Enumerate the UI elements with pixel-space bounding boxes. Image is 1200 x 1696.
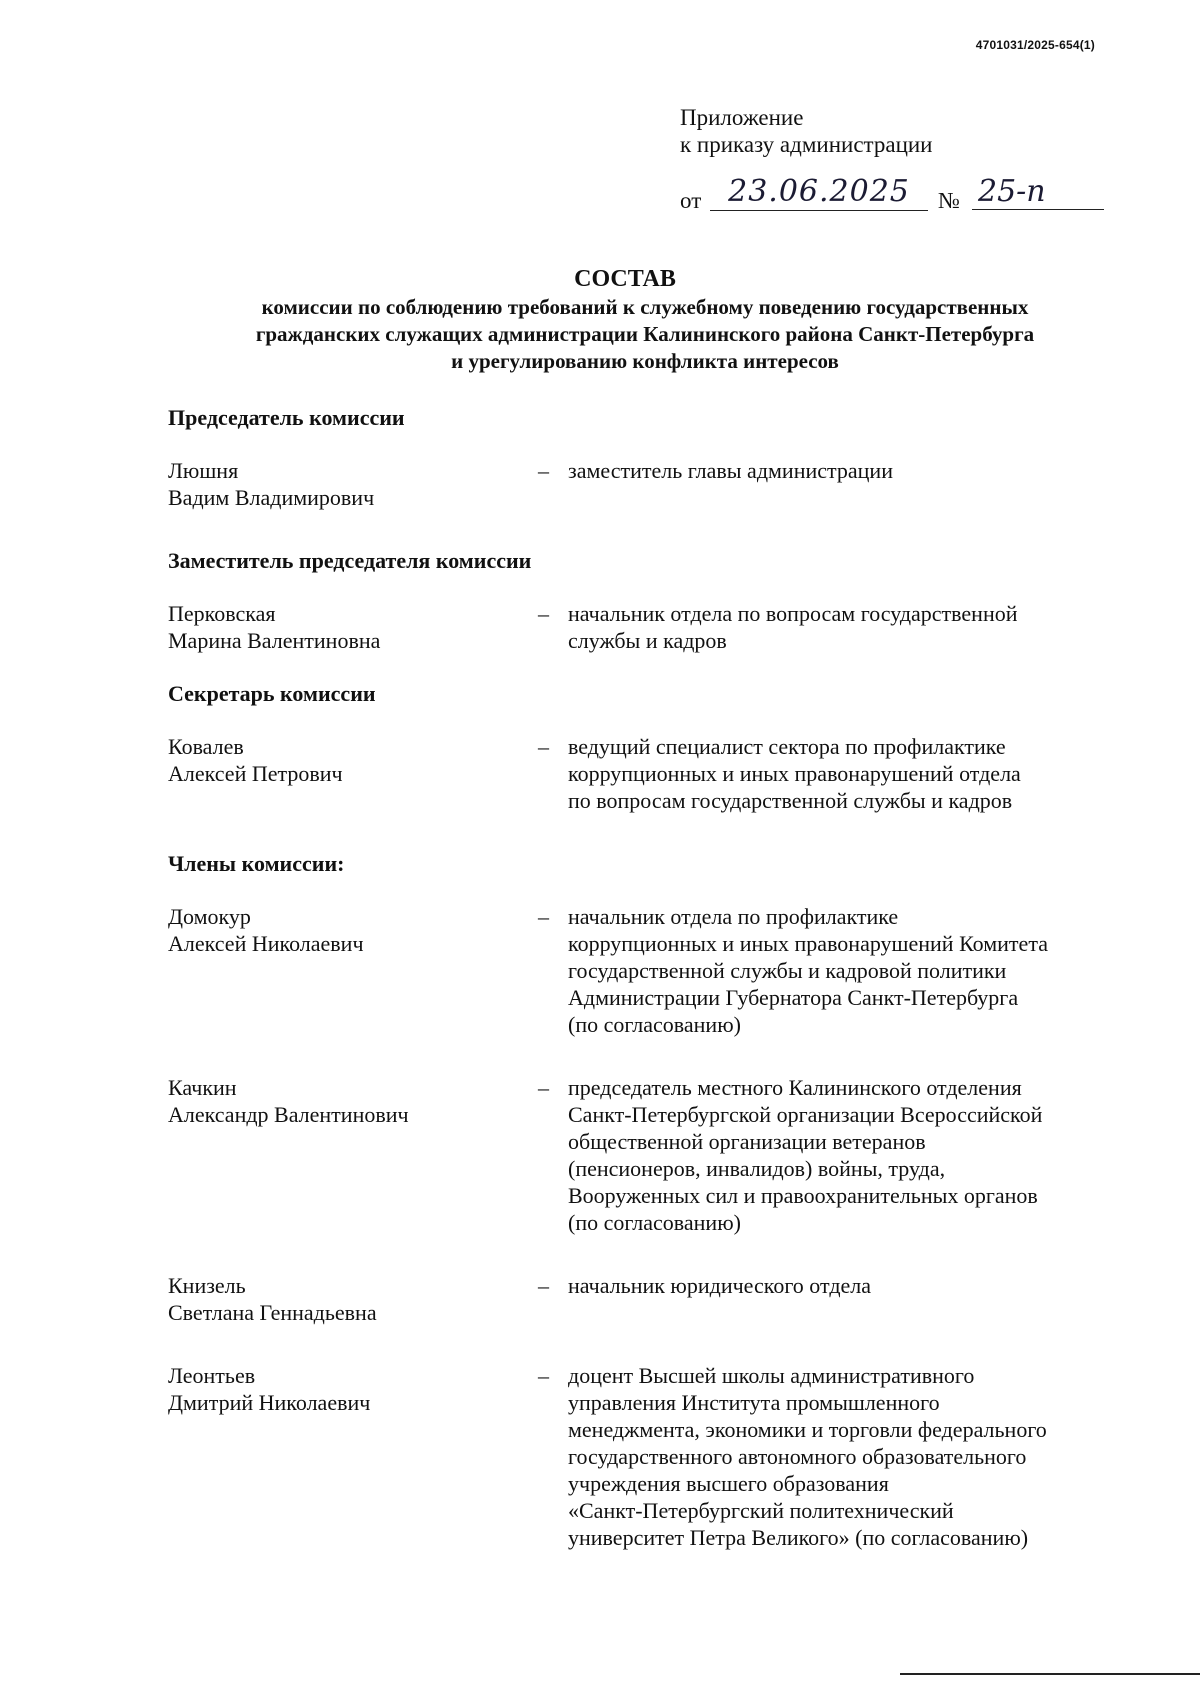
member-role (568, 1272, 1108, 1326)
member-role (568, 1362, 1108, 1551)
member-given-name: Вадим Владимирович (168, 485, 375, 510)
role-line: службы и кадров (568, 628, 727, 653)
member-surname: Леонтьев (168, 1363, 256, 1388)
document-registration-number: 4701031/2025-654(1) (975, 38, 1095, 52)
member-given-name: Марина Валентиновна (168, 628, 381, 653)
role-line: по вопросам государственной службы и кадров (568, 788, 1013, 813)
title-line: гражданских служащих администрации Калининского района Санкт-Петербурга (255, 322, 1035, 346)
member-name (168, 903, 538, 1038)
commission-list (168, 404, 1108, 1577)
member-entry (168, 1272, 1108, 1326)
member-given-name: Александр Валентинович (168, 1102, 409, 1127)
appendix-line: к приказу администрации (680, 132, 933, 157)
member-surname: Перковская (168, 601, 276, 626)
dash-separator: – (538, 1363, 549, 1388)
role-line: общественной организации ветеранов (568, 1129, 926, 1154)
order-date-handwritten: 23.06.2025 (710, 174, 928, 211)
section-heading-secretary: Секретарь комиссии (168, 681, 376, 706)
role-line: Санкт-Петербургской организации Всероссийской (568, 1102, 1043, 1127)
member-given-name: Дмитрий Николаевич (168, 1390, 371, 1415)
member-entry (168, 457, 1108, 511)
member-given-name: Алексей Петрович (168, 761, 343, 786)
title-line: и урегулированию конфликта интересов (451, 349, 839, 373)
role-line: учреждения высшего образования (568, 1471, 889, 1496)
title-main: СОСТАВ (574, 266, 676, 292)
section-heading-deputy: Заместитель председателя комиссии (168, 548, 532, 573)
role-line: (пенсионеров, инвалидов) войны, труда, (568, 1156, 946, 1181)
member-entry (168, 1074, 1108, 1236)
member-surname: Домокур (168, 904, 251, 929)
member-name (168, 733, 538, 814)
role-line: (по согласованию) (568, 1210, 741, 1235)
section-heading-chair: Председатель комиссии (168, 405, 405, 430)
appendix-caption (680, 104, 933, 158)
member-name (168, 457, 538, 511)
member-given-name: Алексей Николаевич (168, 931, 364, 956)
member-surname: Люшня (168, 458, 239, 483)
member-entry (168, 733, 1108, 814)
role-line: коррупционных и иных правонарушений отдела (568, 761, 1021, 786)
member-name (168, 1362, 538, 1551)
role-line: председатель местного Калининского отделения (568, 1075, 1022, 1100)
from-label: от (680, 188, 702, 213)
document-title (0, 264, 1200, 375)
member-name (168, 600, 538, 654)
member-role (568, 457, 1108, 511)
role-line: заместитель главы администрации (568, 458, 893, 483)
number-label: № (938, 188, 960, 213)
member-surname: Качкин (168, 1075, 237, 1100)
role-line: начальник отдела по профилактике (568, 904, 899, 929)
title-line: комиссии по соблюдению требований к служебному поведению государственных (261, 295, 1029, 319)
role-line: Вооруженных сил и правоохранительных органов (568, 1183, 1038, 1208)
dash-separator: – (538, 458, 549, 483)
member-role (568, 600, 1108, 654)
dash-separator: – (538, 601, 549, 626)
appendix-line: Приложение (680, 105, 804, 130)
role-line: ведущий специалист сектора по профилактике (568, 734, 1006, 759)
member-entry (168, 600, 1108, 654)
role-line: доцент Высшей школы административного (568, 1363, 975, 1388)
role-line: управления Института промышленного (568, 1390, 940, 1415)
member-surname: Книзель (168, 1273, 246, 1298)
role-line: начальник отдела по вопросам государственной (568, 601, 1018, 626)
member-given-name: Светлана Геннадьевна (168, 1300, 377, 1325)
member-role (568, 903, 1108, 1038)
order-number-handwritten: 25-п (972, 174, 1104, 210)
dash-separator: – (538, 734, 549, 759)
footer-rule (900, 1673, 1200, 1675)
role-line: коррупционных и иных правонарушений Комитета (568, 931, 1048, 956)
role-line: (по согласованию) (568, 1012, 741, 1037)
member-role (568, 733, 1108, 814)
member-surname: Ковалев (168, 734, 244, 759)
dash-separator: – (538, 904, 549, 929)
role-line: «Санкт-Петербургский политехнический (568, 1498, 954, 1523)
member-role (568, 1074, 1108, 1236)
member-entry (168, 903, 1108, 1038)
role-line: Администрации Губернатора Санкт-Петербурга (568, 985, 1019, 1010)
role-line: государственной службы и кадровой политики (568, 958, 1007, 983)
role-line: менеджмента, экономики и торговли федерального (568, 1417, 1047, 1442)
role-line: государственного автономного образовательного (568, 1444, 1027, 1469)
dash-separator: – (538, 1075, 549, 1100)
member-name (168, 1272, 538, 1326)
member-entry (168, 1362, 1108, 1551)
role-line: начальник юридического отдела (568, 1273, 872, 1298)
member-name (168, 1074, 538, 1236)
dash-separator: – (538, 1273, 549, 1298)
order-reference (680, 174, 1100, 218)
role-line: университет Петра Великого» (по согласованию) (568, 1525, 1029, 1550)
section-heading-members: Члены комиссии: (168, 851, 345, 876)
